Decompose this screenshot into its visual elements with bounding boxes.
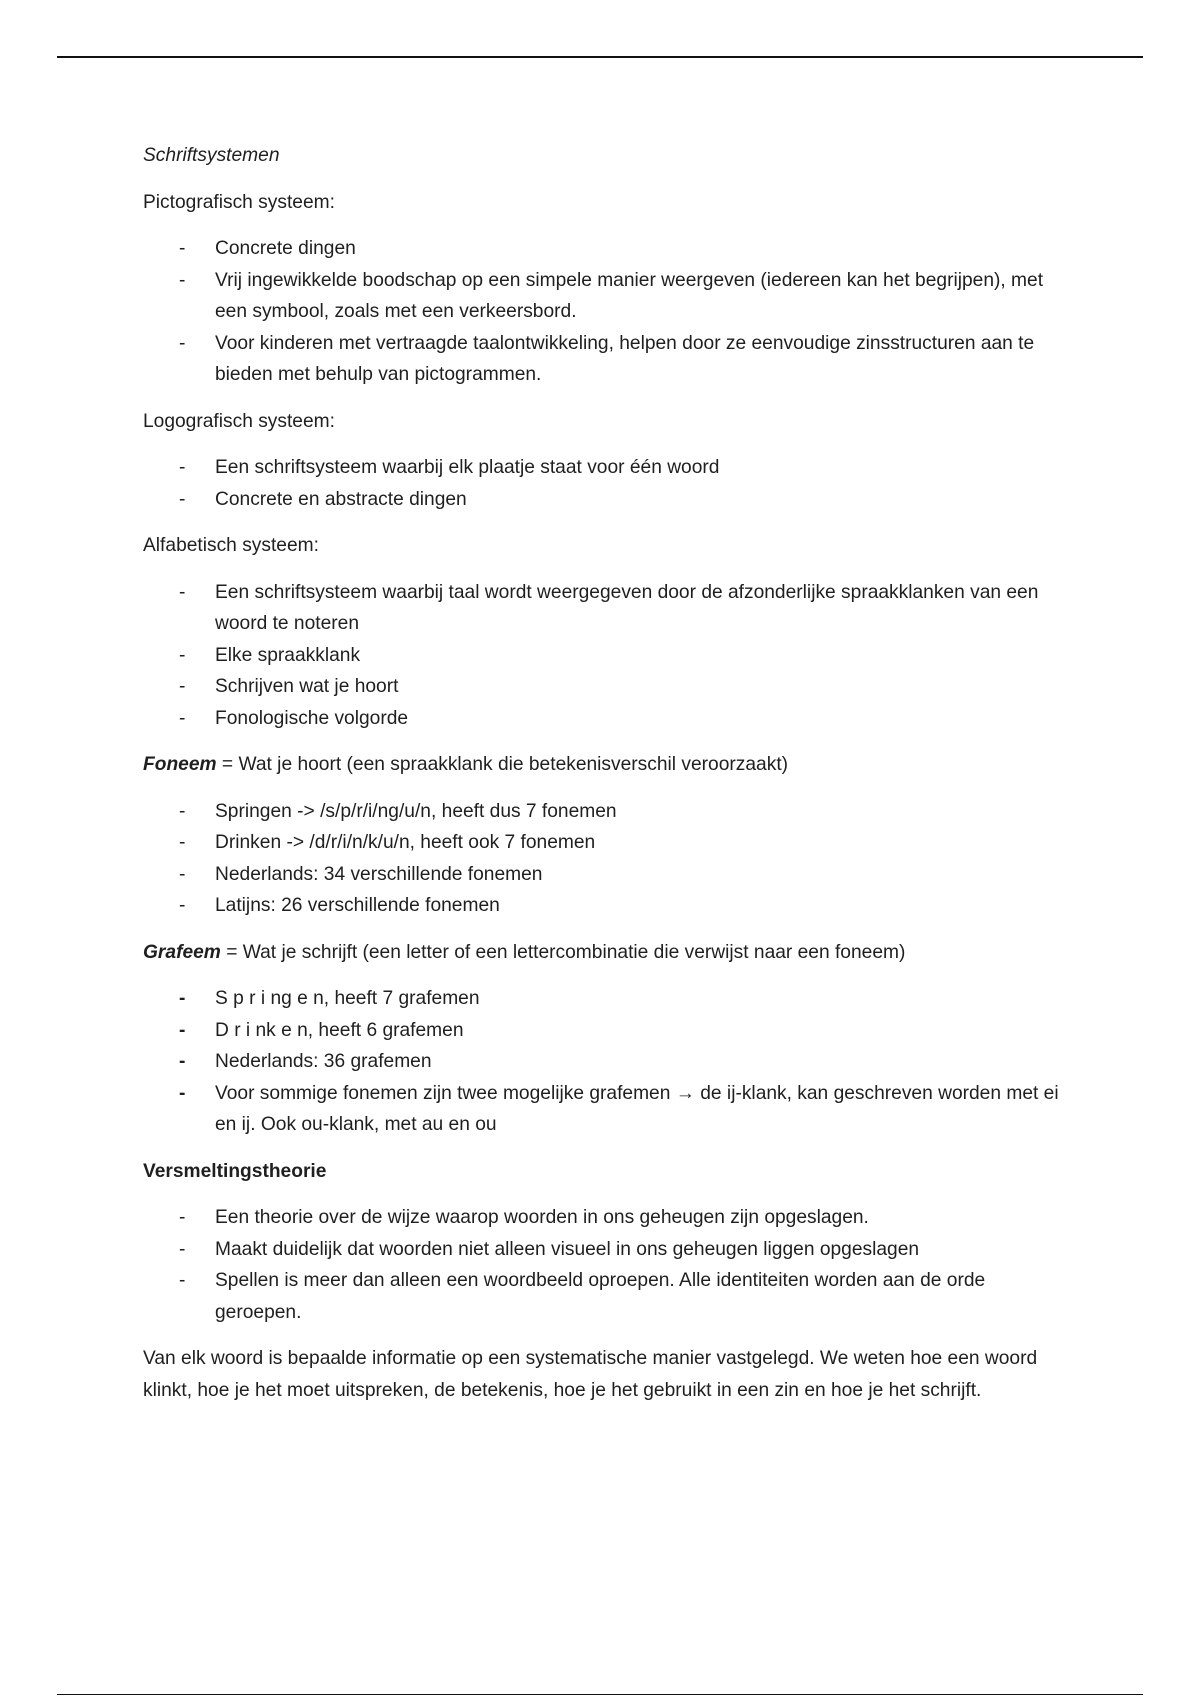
list-pictografisch <box>143 233 1063 391</box>
heading-grafeem <box>143 937 1063 969</box>
list-item: - Springen -> /s/p/r/i/ng/u/n, heeft dus 7 fonemen <box>215 796 1063 828</box>
heading-alfabetisch: Alfabetisch systeem: <box>143 535 319 556</box>
document-body <box>143 140 1063 1406</box>
list-item: - Nederlands: 34 verschillende fonemen <box>215 859 1063 891</box>
list-item: - Latijns: 26 verschillende fonemen <box>215 890 1063 922</box>
list-item: - Maakt duidelijk dat woorden niet alleen visueel in ons geheugen liggen opgeslagen <box>215 1234 1063 1266</box>
heading-foneem <box>143 749 1063 781</box>
list-grafeem <box>143 983 1063 1141</box>
list-item: - Voor kinderen met vertraagde taalontwikkeling, helpen door ze eenvoudige zinsstructuren aan te bieden met behulp van pictogrammen. <box>215 328 1063 391</box>
term-grafeem: Grafeem <box>143 941 221 963</box>
heading-versmelting: Versmeltingstheorie <box>143 1160 327 1182</box>
list-item: - Concrete dingen <box>215 233 1063 265</box>
list-item: - Een theorie over de wijze waarop woorden in ons geheugen zijn opgeslagen. <box>215 1202 1063 1234</box>
heading-logografisch: Logografisch systeem: <box>143 410 335 432</box>
header-rule <box>57 56 1143 58</box>
list-item: - Vrij ingewikkelde boodschap op een simpele manier weergeven (iedereen kan het begrijpen), met een symbool, zoals met een verkeersbord. <box>215 265 1063 328</box>
list-item: - Schrijven wat je hoort <box>215 671 1063 703</box>
list-item-text-after: de ij-klank, kan geschreven worden met ei en ij. Ook ou-klank, met au en ou <box>215 1082 1059 1135</box>
list-item-text-before: Voor sommige fonemen zijn twee mogelijke grafemen <box>215 1082 676 1104</box>
right-arrow-icon: → <box>675 1082 695 1104</box>
list-alfabetisch <box>143 577 1063 735</box>
heading-pictografisch: Pictografisch systeem: <box>143 191 335 213</box>
list-item: - Nederlands: 36 grafemen <box>215 1046 1063 1078</box>
list-item: - Concrete en abstracte dingen <box>215 484 1063 516</box>
list-item <box>215 1078 1063 1141</box>
list-item: - Een schriftsysteem waarbij taal wordt weergegeven door de afzonderlijke spraakklanken van een woord te noteren <box>215 577 1063 640</box>
list-item: - S p r i ng e n, heeft 7 grafemen <box>215 983 1063 1015</box>
list-item: - D r i nk e n, heeft 6 grafemen <box>215 1015 1063 1047</box>
list-item: - Fonologische volgorde <box>215 703 1063 735</box>
list-foneem <box>143 796 1063 922</box>
term-foneem: Foneem <box>143 754 217 775</box>
definition-foneem: = Wat je hoort (een spraakklank die betekenisverschil veroorzaakt) <box>216 754 789 775</box>
document-title: Schriftsystemen <box>143 145 280 166</box>
list-versmelting <box>143 1202 1063 1328</box>
list-item: - Een schriftsysteem waarbij elk plaatje staat voor één woord <box>215 452 1063 484</box>
list-item: - Drinken -> /d/r/i/n/k/u/n, heeft ook 7 fonemen <box>215 827 1063 859</box>
closing-paragraph: Van elk woord is bepaalde informatie op een systematische manier vastgelegd. We weten hoe een woord klinkt, hoe je het moet uitspreken, de betekenis, hoe je het gebruikt in een zin en hoe je het schrijft. <box>143 1348 1038 1401</box>
definition-grafeem: = Wat je schrijft (een letter of een lettercombinatie die verwijst naar een foneem) <box>220 941 906 963</box>
list-item: - Spellen is meer dan alleen een woordbeeld oproepen. Alle identiteiten worden aan de orde geroepen. <box>215 1265 1063 1328</box>
list-item: - Elke spraakklank <box>215 640 1063 672</box>
list-logografisch <box>143 452 1063 515</box>
footer-rule <box>57 1694 1143 1695</box>
